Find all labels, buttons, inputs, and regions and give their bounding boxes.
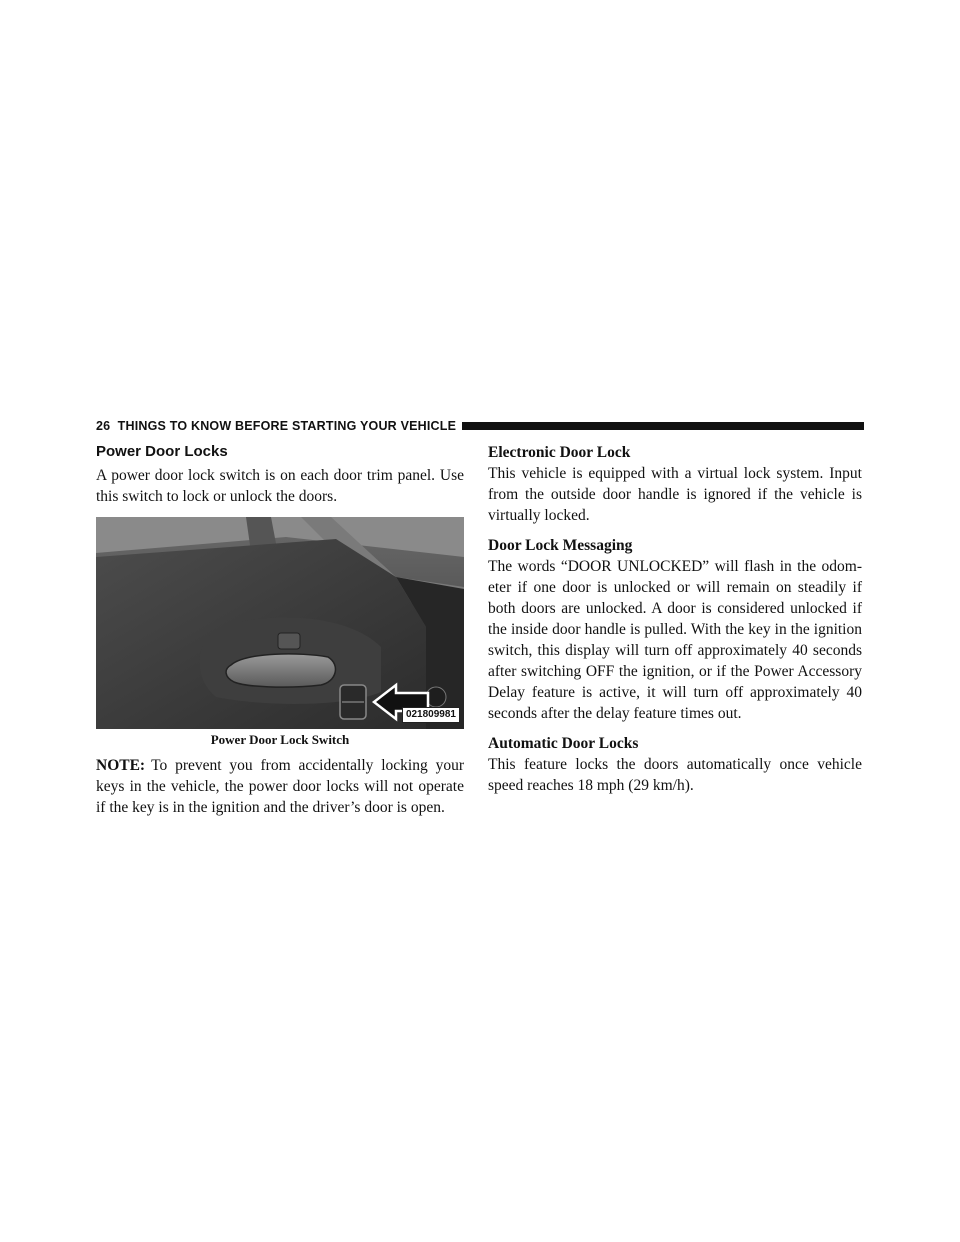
section-heading: Automatic Door Locks bbox=[488, 735, 639, 752]
note-label: NOTE: bbox=[96, 757, 146, 774]
header-text bbox=[96, 418, 456, 434]
section-title: THINGS TO KNOW BEFORE STARTING YOUR VEHICLE bbox=[117, 419, 457, 433]
figure-code: 021809981 bbox=[402, 707, 460, 723]
page-header bbox=[96, 418, 864, 434]
page-number: 26 bbox=[96, 419, 111, 433]
intro-paragraph: A power door lock switch is on each door trim panel. Use this switch to lock or unlock the doors. bbox=[96, 467, 464, 505]
section-heading: Door Lock Messaging bbox=[488, 537, 633, 554]
figure-caption: Power Door Lock Switch bbox=[210, 732, 350, 747]
section-electronic-door-lock bbox=[488, 442, 862, 526]
section-body: The words “DOOR UNLOCKED” will flash in the odom-eter if one door is unlocked or will remain on steadily if both doors are unlocked. A door is considered unlocked if the inside door handle is pulled. With the key in the ignition switch, this display will turn off approximately 40 seconds after switching OFF the ignition, or if the Power Accessory Delay feature is active, it will turn off approximately 40 seconds after the delay feature times out. bbox=[488, 558, 862, 722]
left-column bbox=[96, 442, 464, 818]
door-panel-illustration bbox=[96, 517, 464, 729]
note-text: To prevent you from accidentally locking your keys in the vehicle, the power door locks will not operate if the key is in the ignition and the driver’s door is open. bbox=[96, 757, 464, 816]
section-body: This vehicle is equipped with a virtual lock system. Input from the outside door handle is ignored if the vehicle is virtually locked. bbox=[488, 465, 862, 524]
door-lock-switch-figure bbox=[96, 517, 464, 729]
header-rule bbox=[462, 422, 864, 430]
note-paragraph bbox=[96, 755, 464, 818]
section-heading: Electronic Door Lock bbox=[488, 444, 631, 461]
section-door-lock-messaging bbox=[488, 535, 862, 724]
section-automatic-door-locks bbox=[488, 733, 862, 796]
right-column bbox=[488, 442, 862, 805]
section-heading-power-door-locks: Power Door Locks bbox=[96, 443, 228, 460]
section-body: This feature locks the doors automatically once vehicle speed reaches 18 mph (29 km/h). bbox=[488, 756, 862, 794]
